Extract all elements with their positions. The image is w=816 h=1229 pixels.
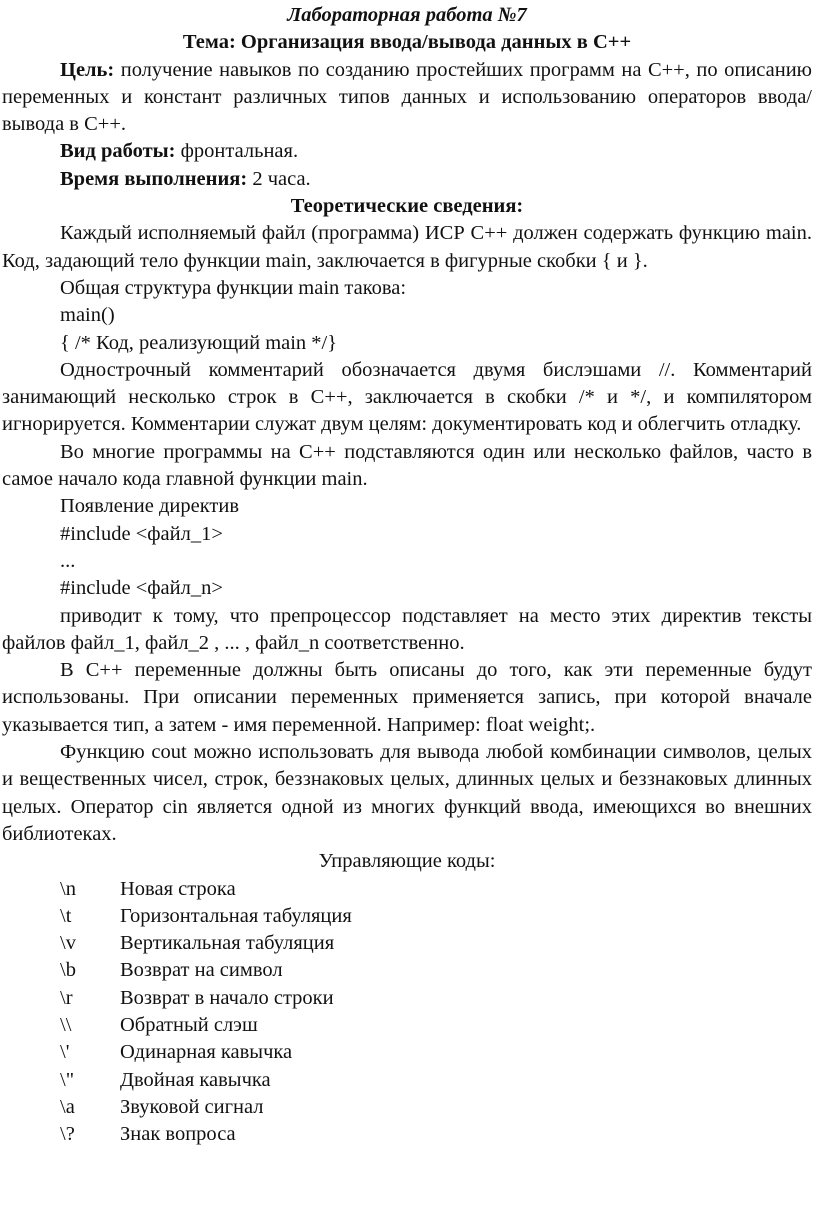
paragraph-2: Общая структура функции main такова:	[60, 276, 407, 299]
doc-title: Лабораторная работа №7	[287, 4, 527, 26]
list-item	[2, 903, 812, 930]
code-key: \n	[60, 877, 76, 900]
paragraph-1: Каждый исполняемый файл (программа) ИСР C++ должен содержать функцию main. Код, задающий тело функции main, заключается в фигурные скобки { и }.	[2, 222, 812, 272]
doc-topic: Тема: Организация ввода/вывода данных в С++	[182, 31, 632, 54]
list-item	[2, 1012, 812, 1039]
code-desc: Звуковой сигнал	[120, 1095, 264, 1118]
paragraph-8: Функцию cout можно использовать для вывода любой комбинации символов, целых и вещественных чисел, строк, беззнаковых целых, длинных целых и беззнаковых длинных целых. Оператор cin является одной из многих функций ввода, имеющихся во внешних библиотеках.	[2, 741, 812, 845]
paragraph-5: Появление директив	[60, 495, 240, 518]
code-key: \'	[60, 1041, 70, 1064]
work-text: фронтальная.	[175, 140, 299, 163]
paragraph-3: Однострочный комментарий обозначается двумя бислэшами //. Комментарий занимающий несколько строк в С++, заключается в скобки /* и */, и компилятором игнорируется. Комментарии служат двум целям: документировать код и облегчить отладку.	[2, 358, 812, 436]
theory-heading: Теоретические сведения:	[290, 195, 524, 218]
list-item	[2, 1067, 812, 1094]
ellipsis-line: ...	[60, 549, 76, 572]
code-desc: Двойная кавычка	[120, 1068, 271, 1091]
code-key: \r	[60, 986, 73, 1009]
goal-paragraph	[2, 57, 812, 139]
include-line-1: #include <файл_1>	[60, 522, 223, 545]
list-item	[2, 930, 812, 957]
codes-heading: Управляющие коды:	[318, 850, 496, 873]
include-line-2: #include <файл_n>	[60, 577, 223, 600]
list-item	[2, 957, 812, 984]
goal-label: Цель:	[60, 58, 115, 81]
code-key: \\	[60, 1013, 72, 1036]
goal-text: получение навыков по созданию простейших программ на С++, по описанию переменных и констант различных типов данных и использованию операторов ввода/вывода в С++.	[2, 58, 812, 136]
code-desc: Одинарная кавычка	[120, 1041, 293, 1064]
code-line-1: main()	[60, 304, 115, 327]
code-key: \t	[60, 904, 72, 927]
code-key: \"	[60, 1068, 75, 1091]
time-info	[2, 166, 812, 193]
time-text: 2 часа.	[247, 167, 311, 190]
paragraph-4: Во многие программы на С++ подставляются один или несколько файлов, часто в самое начало кода главной функции main.	[2, 440, 812, 491]
code-key: \a	[60, 1095, 75, 1118]
code-desc: Возврат в начало строки	[120, 986, 334, 1009]
list-item	[2, 1039, 812, 1066]
list-item	[2, 876, 812, 903]
code-key: \b	[60, 959, 76, 982]
code-desc: Обратный слэш	[120, 1013, 258, 1036]
paragraph-7: В С++ переменные должны быть описаны до того, как эти переменные будут использованы. При описании переменных применяется запись, при которой вначале указывается тип, а затем - имя переменной. Например: float weight;.	[2, 659, 812, 736]
list-item	[2, 1094, 812, 1121]
code-desc: Знак вопроса	[120, 1123, 236, 1146]
code-line-2: { /* Код, реализующий main */}	[60, 331, 338, 354]
work-label: Вид работы:	[60, 140, 176, 163]
code-key: \?	[60, 1123, 75, 1146]
code-key: \v	[60, 932, 76, 955]
time-label: Время выполнения:	[60, 167, 248, 190]
code-desc: Горизонтальная табуляция	[120, 904, 352, 927]
list-item	[2, 1121, 812, 1148]
work-type	[2, 138, 812, 165]
list-item	[2, 985, 812, 1012]
code-desc: Вертикальная табуляция	[120, 932, 335, 955]
escape-codes-list	[2, 876, 812, 1149]
code-desc: Возврат на символ	[120, 959, 283, 982]
code-desc: Новая строка	[120, 877, 236, 900]
paragraph-6: приводит к тому, что препроцессор подставляет на место этих директив тексты файлов файл_1, файл_2 , ... , файл_n соответственно.	[2, 604, 812, 654]
